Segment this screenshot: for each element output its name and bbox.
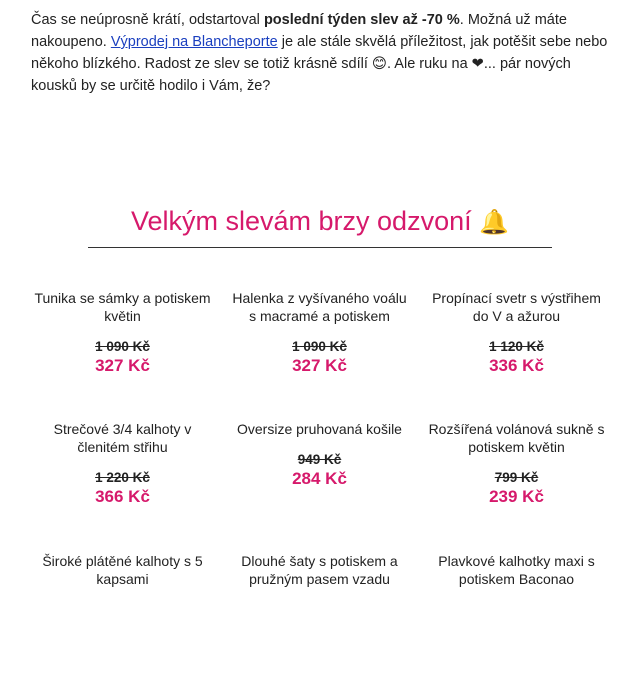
sale-price: 327 Kč bbox=[95, 356, 150, 375]
sale-link[interactable]: Výprodej na Blancheporte bbox=[110, 34, 278, 50]
sale-price: 284 Kč bbox=[292, 469, 347, 488]
sale-price: 336 Kč bbox=[489, 356, 544, 375]
old-price: 949 Kč bbox=[297, 452, 342, 467]
product-name[interactable]: Široké plátěné kalhoty s 5 kapsami bbox=[42, 553, 203, 587]
section-heading-text: Velkým slevám brzy odzvoní bbox=[130, 206, 472, 236]
product-card[interactable] bbox=[221, 420, 418, 552]
product-card[interactable] bbox=[418, 420, 615, 552]
old-price: 1 090 Kč bbox=[95, 339, 150, 354]
old-price: 799 Kč bbox=[494, 470, 539, 485]
intro-paragraph bbox=[31, 9, 616, 97]
sale-price: 239 Kč bbox=[489, 487, 544, 506]
old-price: 1 090 Kč bbox=[292, 339, 347, 354]
sale-price: 327 Kč bbox=[292, 356, 347, 375]
product-grid bbox=[24, 289, 620, 683]
product-card[interactable] bbox=[221, 289, 418, 420]
product-name[interactable]: Plavkové kalhotky maxi s potiskem Baconao bbox=[438, 553, 595, 587]
product-card[interactable] bbox=[221, 552, 418, 683]
product-row bbox=[24, 420, 620, 552]
bell-icon: 🔔 bbox=[479, 209, 510, 236]
product-name[interactable]: Tunika se sámky a potiskem květin bbox=[34, 290, 211, 324]
intro-text-3: je ale stále skvělá příležitost, jak potěšit sebe nebo někoho blízkého. Radost ze slev se totiž krásně sdílí 😊. Ale ruku na ❤... pár nových kousků by se určitě hodilo i Vám, že? bbox=[31, 34, 608, 94]
section-heading bbox=[88, 203, 552, 241]
intro-text-2: . Možná už máte nakoupeno. bbox=[31, 12, 567, 50]
product-card[interactable] bbox=[24, 420, 221, 552]
product-row bbox=[24, 289, 620, 420]
old-price: 1 220 Kč bbox=[95, 470, 150, 485]
product-card[interactable] bbox=[418, 552, 615, 683]
heading-divider bbox=[88, 247, 552, 248]
product-name[interactable]: Rozšířená volánová sukně s potiskem květin bbox=[428, 421, 605, 455]
product-name[interactable]: Oversize pruhovaná košile bbox=[237, 421, 402, 437]
product-card[interactable] bbox=[418, 289, 615, 420]
intro-text-1: Čas se neúprosně krátí, odstartoval bbox=[31, 12, 264, 28]
sale-price: 366 Kč bbox=[95, 487, 150, 506]
product-name[interactable]: Halenka z vyšívaného voálu s macramé a potiskem bbox=[232, 290, 407, 324]
intro-highlight: poslední týden slev až -70 % bbox=[263, 12, 460, 28]
product-card[interactable] bbox=[24, 552, 221, 683]
product-name[interactable]: Strečové 3/4 kalhoty v členitém střihu bbox=[53, 421, 192, 455]
product-name[interactable]: Propínací svetr s výstřihem do V a ažurou bbox=[432, 290, 601, 324]
old-price: 1 120 Kč bbox=[489, 339, 544, 354]
product-card[interactable] bbox=[24, 289, 221, 420]
product-row bbox=[24, 552, 620, 683]
product-name[interactable]: Dlouhé šaty s potiskem a pružným pasem vzadu bbox=[241, 553, 398, 587]
